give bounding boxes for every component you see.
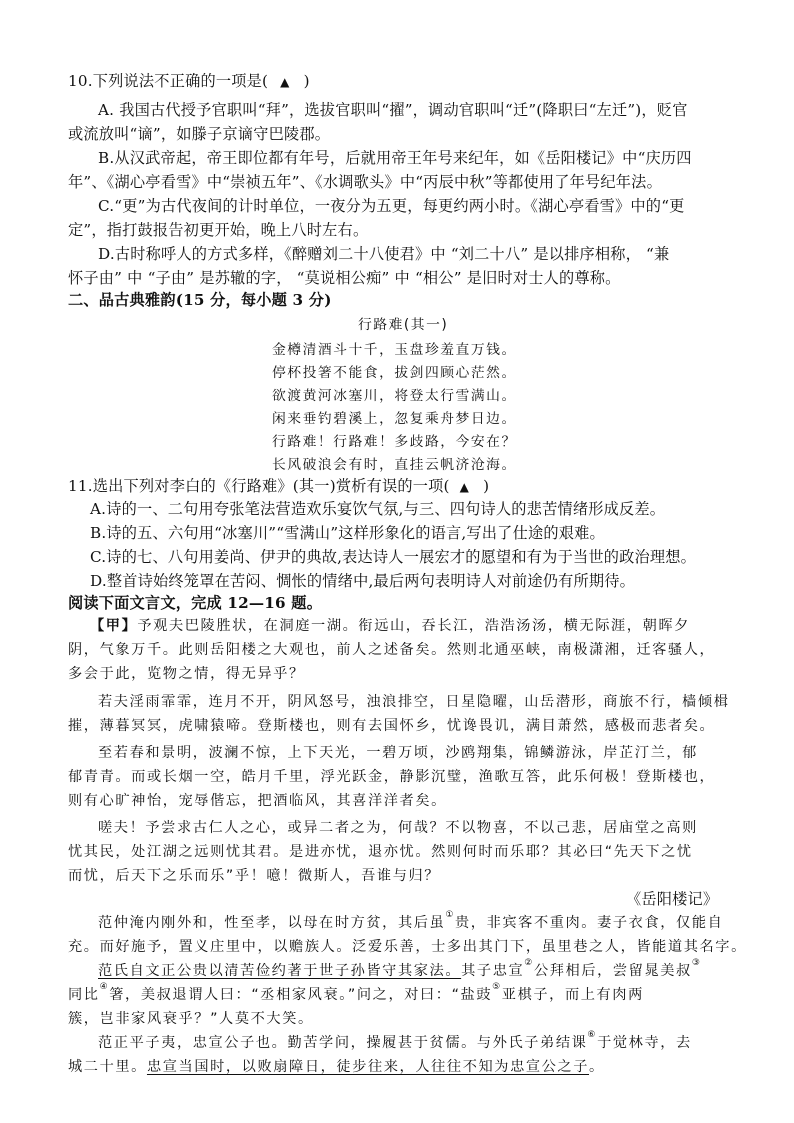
passage-jia-line: 摧，薄暮冥冥，虎啸猿啼。登斯楼也，则有去国怀乡，忧谗畏讥，满目萧然，感极而悲者矣。 [68, 718, 716, 734]
poem-line: 行路难！行路难！多歧路，今安在？ [272, 434, 517, 450]
poem-line: 停杯投箸不能食，拔剑四顾心茫然。 [272, 365, 517, 381]
passage-jia-line: 而忧，后天下之乐而乐”乎！噫！微斯人，吾谁与归？ [68, 868, 441, 884]
underlined-sentence: 范氏自文正公贵以清苦俭约著于世子孙皆守其家法。 [98, 963, 462, 979]
passage-jia-line: 至若春和景明，波澜不惊，上下天光，一碧万顷，沙鸥翔集，锦鳞游泳，岸芷汀兰，郁 [98, 745, 698, 761]
passage-jia-line: 若夫淫雨霏霏，连月不开，阴风怒号，浊浪排空，日星隐曜，山岳潜形，商旅不行，樯倾楫 [98, 694, 730, 710]
passage-yi-line: 同比④箸，美叔退谓人曰：“丞相家风衰。”问之，对曰：“盐豉⑤亚棋子，而上有肉两 [68, 982, 644, 1003]
passage-yi-line: 范仲淹内刚外和，性至孝，以母在时方贫，其后虽①贵，非宾客不重肉。妻子衣食，仅能自 [98, 910, 724, 931]
poem-line: 欲渡黄河冰塞川，将登太行雪满山。 [272, 388, 517, 404]
footnote-marker: ⑤ [492, 982, 502, 992]
passage-yi-line: 城二十里。忠宣当国时，以败扇障日，徒步往来，人往往不知为忠宣公之子。 [68, 1059, 605, 1075]
passage-jia-line: 忧其民，处江湖之远则忧其君。是进亦忧，退亦忧。然则何时而乐耶？其必曰“先天下之忧 [68, 844, 693, 860]
q10-option-b-line2: 年”、《湖心亭看雪》中“崇祯五年”、《水调歌头》中“丙辰中秋”等都使用了年号纪年法。 [68, 173, 662, 191]
footnote-marker: ② [524, 958, 534, 968]
passage-yi-line: 充。而好施予，置义庄里中，以赡族人。泛爱乐善，士多出其门下，虽里巷之人，皆能道其名字。 [68, 939, 747, 955]
q10-stem: 10.下列说法不正确的一项是( ▲ ) [68, 72, 310, 90]
section-heading: 二、品古典雅韵(15 分，每小题 3 分) [68, 291, 332, 309]
q10-option-a-line1: A. 我国古代授予官职叫“拜”，选拔官职叫“擢”，调动官职叫“迁”(降职曰“左迁”)，贬官 [98, 101, 688, 119]
passage-jia-line: 阴，气象万千。此则岳阳楼之大观也，前人之述备矣。然则北通巫峡，南极潇湘，迁客骚人， [68, 642, 716, 658]
passage-jia-line: 嗟夫！予尝求古仁人之心，或异二者之为，何哉？不以物喜，不以己悲，居庙堂之高则 [98, 820, 698, 836]
q11-option-d: D.整首诗始终笼罩在苦闷、惆怅的情绪中,最后两句表明诗人对前途仍有所期待。 [90, 572, 636, 590]
reading-intro: 阅读下面文言文，完成 12—16 题。 [68, 594, 323, 612]
passage-yi-line: 范氏自文正公贵以清苦俭约著于世子孙皆守其家法。其子忠宣②公拜相后，尝留晁美叔③ [98, 958, 702, 979]
q11-option-b: B.诗的五、六句用“冰塞川”“雪满山”这样形象化的语言,写出了仕途的艰难。 [90, 524, 605, 542]
passage-jia-mark: 【甲】 [90, 618, 138, 634]
passage-jia-line: 则有心旷神怡，宠辱偕忘，把酒临风，其喜洋洋者矣。 [68, 793, 447, 809]
q10-option-a-line2: 或流放叫“谪”，如滕子京谪守巴陵郡。 [68, 125, 331, 143]
q11-stem: 11.选出下列对李白的《行路难》(其一)赏析有误的一项( ▲ ) [68, 477, 490, 495]
answer-blank-triangle: ▲ [459, 480, 470, 494]
poem-line: 闲来垂钓碧溪上，忽复乘舟梦日边。 [272, 411, 517, 427]
q10-option-c-line2: 定”，指打鼓报告初更开始，晚上八时左右。 [68, 221, 369, 239]
footnote-marker: ③ [691, 958, 702, 968]
poem-title: 行路难(其一) [358, 317, 449, 333]
passage-jia-source: 《岳阳楼记》 [626, 890, 719, 908]
q10-option-b-line1: B.从汉武帝起，帝王即位都有年号，后就用帝王年号来纪年，如《岳阳楼记》中“庆历四 [98, 149, 692, 167]
passage-yi-line: 范正平子夷，忠宣公子也。勤苦学问，操履甚于贫儒。与外氏子弟结课⑥于觉林寺，去 [98, 1030, 692, 1051]
q11-option-a: A.诗的一、二句用夸张笔法营造欢乐宴饮气氛,与三、四句诗人的悲苦情绪形成反差。 [90, 500, 666, 518]
q11-option-c: C.诗的七、八句用姜尚、伊尹的典故,表达诗人一展宏才的愿望和有为于当世的政治理想。 [90, 548, 697, 566]
passage-jia-line: 多会于此，览物之情，得无异乎？ [68, 666, 305, 682]
underlined-sentence: 忠宣当国时，以败扇障日，徒步往来，人往往不知为忠宣公之子 [146, 1059, 590, 1075]
poem-line: 金樽清酒斗十千，玉盘珍羞直万钱。 [272, 342, 517, 358]
answer-blank-triangle: ▲ [280, 75, 290, 89]
footnote-marker: ① [445, 910, 455, 920]
q10-option-c-line1: C.“更”为古代夜间的计时单位，一夜分为五更，每更约两小时。《湖心亭看雪》中的“更 [98, 197, 685, 215]
q10-option-d-line1: D.古时称呼人的方式多样，《醉赠刘二十八使君》中 “刘二十八” 是以排序相称， “兼 [98, 245, 670, 263]
passage-jia-line: 【甲】予观夫巴陵胜状，在洞庭一湖。衔远山，吞长江，浩浩汤汤，横无际涯，朝晖夕 [90, 618, 690, 634]
poem-line: 长风破浪会有时，直挂云帆济沧海。 [272, 457, 517, 473]
footnote-marker: ④ [99, 982, 110, 992]
passage-jia-line: 郁青青。而或长烟一空，皓月千里，浮光跃金，静影沉璧，渔歌互答，此乐何极！登斯楼也， [68, 769, 716, 785]
footnote-marker: ⑥ [587, 1030, 598, 1040]
q10-option-d-line2: 怀子由” 中 “子由” 是苏辙的字， “莫说相公痴” 中 “相公” 是旧时对士人的尊称。 [68, 269, 621, 287]
passage-yi-line: 簇，岂非家风衰乎？”人莫不大笑。 [68, 1011, 314, 1027]
